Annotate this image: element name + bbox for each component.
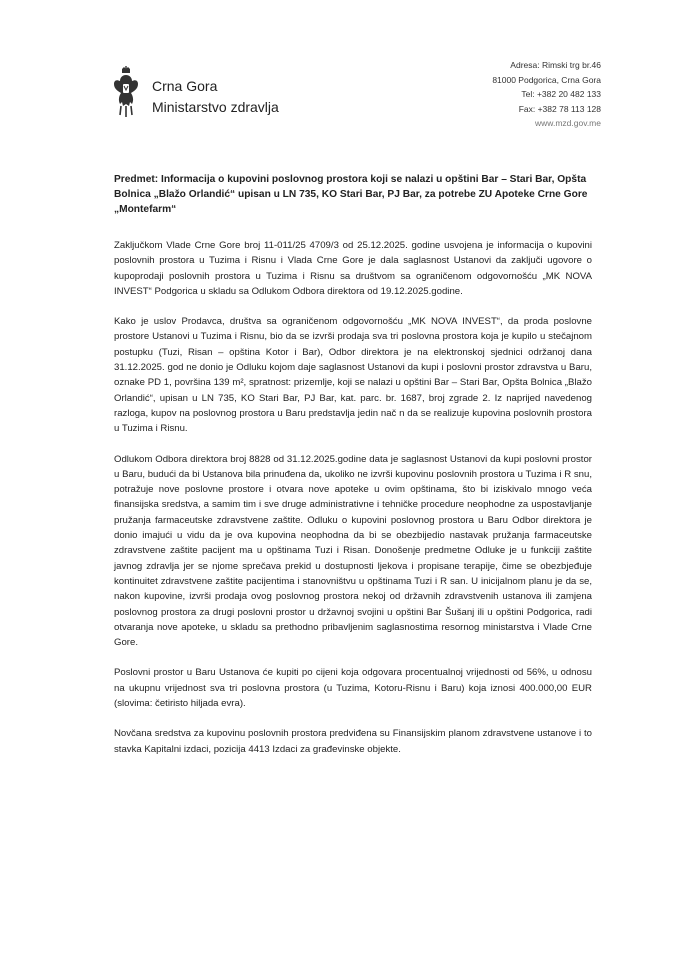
subject-heading: Predmet: Informacija o kupovini poslovnog prostora koji se nalazi u opštini Bar – Stari Bar, Opšta Bolnica „Blažo Orlandić“ upisan u LN 735, KO Stari Bar, PJ Bar, za potrebe ZU Apoteke Crne Gore „Montefarm“ [114,174,588,215]
phone-line: Tel: +382 20 482 133 [521,89,601,99]
body-paragraph-5: Novčana sredstva za kupovinu poslovnih prostora predviđena su Finansijskim planom zdravstvene ustanove i to stavka Kapitalni izdaci, pozicija 4413 Izdaci za građevinske objekte. [114,728,592,755]
body-paragraph-3: Odlukom Odbora direktora broj 8828 od 31.12.2025.godine data je saglasnost Ustanovi da kupi poslovni prostor u Baru, budući da bi Ustanova bila prinuđena da, ukoliko ne izvrši kupovinu poslovnih prostora u Tuzima i R snu, potražuje nove poslovne prostore i otvara nove apoteke u ovim opštinama, što bi iziskivalo mnogo veća finansijska sredstva, a samim tim i sve druge administrativne i tehničke procedure neophodne za uspostavljanje pružanja farmaceutske zdravstvene zaštite. Odluku o kupovini poslovnog prostora u Baru Odbor direktora je donio imajući u vidu da je ova kupovina neophodna da bi se obezbijedio nastavak pružanja farmaceutske zdravstvene zaštite pacijent ma u opštinama Tuzi i Risan. Donošenje predmetne Odluke je u funkciji zaštite javnog zdravlja jer se njome sprečava prekid u dostupnosti ljekova i propisane terapije, čime se obezbjeđuje kontinuitet zdravstvene zaštite pacijentima i stanovništvu u opštinama Tuzi i R san. U inicijalnom planu je da se, nakon kupovine, izvrši prodaja ovog poslovnog prostora nekoj od državnih zdravstvenih ustanova ili zamjena poslovnog prostora za drugi poslovni prostor u državnoj svojini u opštini Bar Šušanj ili u opštini Podgorica, radi otvaranja nove apoteke, u skladu sa prethodno pribavljenim saglasnostima resornog ministarstva i Vlade Crne Gore. [114,453,592,649]
montenegro-coat-of-arms-icon [113,66,139,118]
document-body [114,238,592,772]
country-name: Crna Gora [152,78,218,94]
body-paragraph-2: Kako je uslov Prodavca, društva sa ograničenom odgovornošću „MK NOVA INVEST“, da proda poslovne prostore Ustanovi u Tuzima i Risnu, bio da se izvrši prodaja sva tri poslovna prostora koja je kupilo u stečajnom postupku (Tuzi, Risan – opština Kotor i Bar), Odbor direktora je na elektronskoj sjednici održanoj dana 31.12.2025. god ne donio je Odluku kojom daje saglasnost Ustanovi da kupi i poslovni prostor zdravstva u Baru, oznake PD 1, površina 139 m², spratnost: prizemlje, koji se nalazi u opštini Bar – Stari Bar, Opšta Bolnica „Blažo Orlandić“, upisan u LN 735, KO Stari Bar, PJ Bar, kat. parc. br. 1687, broj zgrade 2. Iz naprijed navedenog razloga, kupov na poslovnog prostora u Baru predstavlja jedin nač n da se realizuje kupovina poslovnih prostora u Tuzima i Risnu. [114,316,592,435]
fax-line: Fax: +382 78 113 128 [518,103,601,114]
body-paragraph-1: Zaključkom Vlade Crne Gore broj 11-011/25 4709/3 od 25.12.2025. godine usvojena je informacija o kupovini poslovnih prostora u Tuzima i Risnu i Vlada Crne Gore je dala saglasnost Ustanovi da zaključi ugovore o kupoprodaji poslovnih prostora u Tuzima i Risnu sa društvom sa ograničenom odgovornošću „MK NOVA INVEST“ Podgorica u skladu sa Odlukom Odbora direktora od 19.12.2025.godine. [114,240,592,297]
city-line: 81000 Podgorica, Crna Gora [492,74,601,85]
body-paragraph-4: Poslovni prostor u Baru Ustanova će kupiti po cijeni koja odgovara procentualnoj vrijednosti od 56%, u odnosu na ukupnu vrijednost sva tri poslovna prostora (u Tuzima, Kotoru-Risnu i Baru) koja iznosi 400.000,00 EUR (slovima: četiristo hiljada evra). [114,667,592,710]
contact-block [492,58,601,131]
website-link[interactable]: www.mzd.gov.me [535,118,601,128]
address-line: Adresa: Rimski trg br.46 [510,60,601,70]
ministry-name: Ministarstvo zdravlja [152,99,279,115]
ministry-name-block [152,76,279,118]
